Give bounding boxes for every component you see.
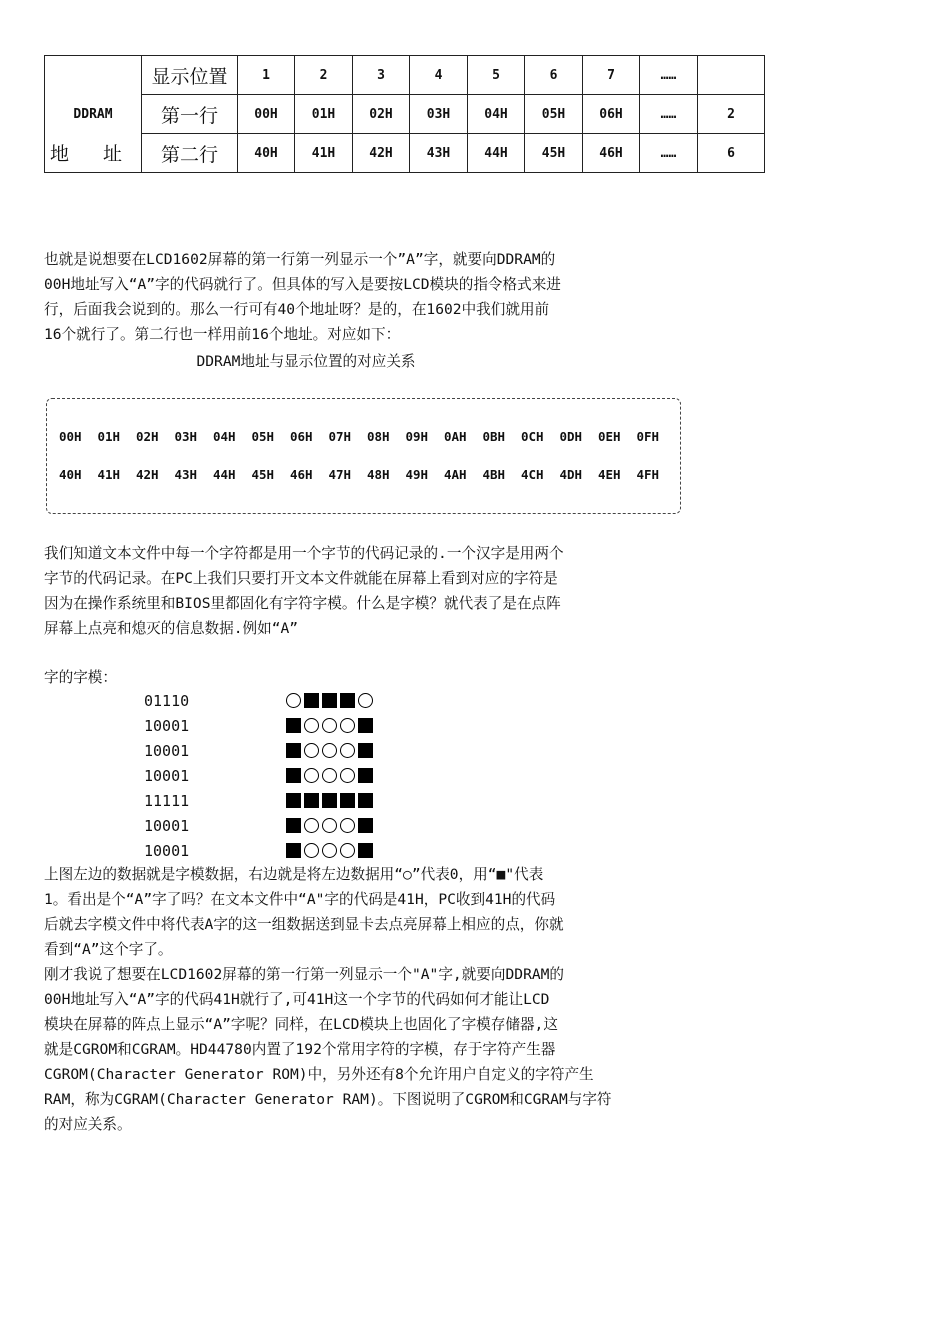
- hex-address: 4BH: [482, 467, 506, 482]
- table-cell: 显示位置: [142, 56, 238, 95]
- table-cell: 41H: [295, 134, 353, 173]
- table-cell: 46H: [583, 134, 640, 173]
- paragraph-font-explain: [44, 541, 712, 641]
- table-row: [45, 134, 765, 173]
- text-line: 看到“A”这个字了。: [44, 941, 173, 958]
- text-line: 1。看出是个“A”字了吗？在文本文件中“A"字的代码是41H，PC收到41H的代码: [44, 891, 556, 908]
- paragraph-intro: [44, 247, 712, 347]
- glyph-label: 字的字模：: [44, 669, 117, 686]
- hollow-circle-icon: [320, 742, 338, 760]
- table-row: [45, 95, 765, 134]
- hex-address: 4CH: [521, 467, 544, 482]
- table-caption: DDRAM地址与显示位置的对应关系: [196, 353, 416, 370]
- text-line: RAM，称为CGRAM(Character Generator RAM)。下图说明了CGROM和CGRAM与字符: [44, 1091, 612, 1108]
- table-cell: ……: [640, 134, 698, 173]
- hex-address: 0AH: [444, 429, 467, 444]
- glyph-bits: 10001: [144, 816, 190, 835]
- table-cell: 1: [238, 56, 295, 95]
- table-cell: [698, 56, 765, 95]
- table-cell: 02H: [353, 95, 410, 134]
- table-cell: 01H: [295, 95, 353, 134]
- address-table: [44, 55, 765, 173]
- hex-address: 44H: [213, 467, 236, 482]
- filled-square-icon: [302, 792, 320, 810]
- text-line: 也就是说想要在LCD1602屏幕的第一行第一列显示一个”A”字，就要向DDRAM的: [44, 251, 556, 268]
- hex-address: 46H: [290, 467, 313, 482]
- table-cell: 7: [583, 56, 640, 95]
- glyph-dots: [284, 692, 374, 710]
- filled-square-icon: [356, 792, 374, 810]
- table-cell: 05H: [525, 95, 583, 134]
- glyph-dots: [284, 792, 374, 810]
- filled-square-icon: [284, 792, 302, 810]
- table-cell: 04H: [468, 95, 525, 134]
- hex-address: 04H: [213, 429, 236, 444]
- hex-address: 47H: [328, 467, 352, 482]
- hex-address: 03H: [174, 429, 198, 444]
- table-cell: 00H: [238, 95, 295, 134]
- hex-address: 07H: [328, 429, 352, 444]
- glyph-row: [144, 813, 374, 838]
- table-cell: DDRAM: [45, 95, 142, 134]
- hex-address: 48H: [367, 467, 390, 482]
- table-cell: 45H: [525, 134, 583, 173]
- glyph-bits: 10001: [144, 841, 190, 860]
- filled-square-icon: [284, 742, 302, 760]
- hex-address: 4EH: [598, 467, 621, 482]
- table-cell: 第二行: [142, 134, 238, 173]
- glyph-dots: [284, 842, 374, 860]
- filled-square-icon: [338, 792, 356, 810]
- filled-square-icon: [356, 742, 374, 760]
- hex-row-second-line: [59, 467, 675, 482]
- hex-row-first-line: [59, 429, 675, 444]
- table-cell: ……: [640, 56, 698, 95]
- hollow-circle-icon: [320, 767, 338, 785]
- hex-address: 01H: [97, 429, 121, 444]
- hex-address: 05H: [251, 429, 275, 444]
- hex-address: 4DH: [559, 467, 583, 482]
- table-header-row: [45, 56, 765, 95]
- hollow-circle-icon: [338, 717, 356, 735]
- glyph-row: [144, 688, 374, 713]
- glyph-row: [144, 738, 374, 763]
- filled-square-icon: [284, 842, 302, 860]
- table-cell: [45, 56, 142, 95]
- table-cell: 06H: [583, 95, 640, 134]
- table-cell: 40H: [238, 134, 295, 173]
- hollow-circle-icon: [302, 717, 320, 735]
- hollow-circle-icon: [356, 692, 374, 710]
- hex-address: 0EH: [598, 429, 621, 444]
- glyph-dots: [284, 742, 374, 760]
- text-line: 后就去字模文件中将代表A字的这一组数据送到显卡去点亮屏幕上相应的点，你就: [44, 916, 564, 933]
- filled-square-icon: [284, 717, 302, 735]
- glyph-bits: 10001: [144, 716, 190, 735]
- ddram-address-table: [44, 55, 735, 173]
- table-cell: 4: [410, 56, 468, 95]
- table-cell: 3: [353, 56, 410, 95]
- text-line: 00H地址写入“A”字的代码就行了。但具体的写入是要按LCD模块的指令格式来进: [44, 276, 561, 293]
- hex-address: 0DH: [559, 429, 583, 444]
- table-cell: 5: [468, 56, 525, 95]
- text-line: 的对应关系。: [44, 1116, 132, 1133]
- hollow-circle-icon: [338, 842, 356, 860]
- table-cell: 43H: [410, 134, 468, 173]
- filled-square-icon: [356, 767, 374, 785]
- ddram-address-box: [46, 398, 681, 514]
- glyph-dots: [284, 767, 374, 785]
- hollow-circle-icon: [338, 817, 356, 835]
- text-line: 我们知道文本文件中每一个字符都是用一个字节的代码记录的.一个汉字是用两个: [44, 545, 564, 562]
- glyph-row: [144, 713, 374, 738]
- text-line: 上图左边的数据就是字模数据，右边就是将左边数据用“○”代表0，用“■"代表: [44, 866, 544, 883]
- glyph-row: [144, 838, 374, 863]
- table-cell: 6: [525, 56, 583, 95]
- filled-square-icon: [356, 842, 374, 860]
- filled-square-icon: [356, 817, 374, 835]
- text-line: 因为在操作系统里和BIOS里都固化有字符字模。什么是字模？就代表了是在点阵: [44, 595, 561, 612]
- hex-address: 43H: [174, 467, 198, 482]
- table-cell: 42H: [353, 134, 410, 173]
- hollow-circle-icon: [302, 742, 320, 760]
- hex-address: 02H: [136, 429, 159, 444]
- table-cell: 44H: [468, 134, 525, 173]
- hollow-circle-icon: [302, 817, 320, 835]
- hollow-circle-icon: [302, 767, 320, 785]
- glyph-bitmap-a: [144, 688, 374, 863]
- hollow-circle-icon: [302, 842, 320, 860]
- hollow-circle-icon: [320, 717, 338, 735]
- hollow-circle-icon: [320, 842, 338, 860]
- hex-address: 06H: [290, 429, 313, 444]
- filled-square-icon: [302, 692, 320, 710]
- table-cell: 2: [698, 95, 765, 134]
- hex-address: 0BH: [482, 429, 506, 444]
- hex-address: 0CH: [521, 429, 544, 444]
- text-line: 模块在屏幕的阵点上显示“A”字呢？同样，在LCD模块上也固化了字模存储器,这: [44, 1016, 558, 1033]
- glyph-bits: 10001: [144, 766, 190, 785]
- hex-address: 42H: [136, 467, 159, 482]
- hex-address: 45H: [251, 467, 275, 482]
- glyph-row: [144, 788, 374, 813]
- hex-address: 41H: [97, 467, 121, 482]
- table-cell: 第一行: [142, 95, 238, 134]
- table-cell: 2: [295, 56, 353, 95]
- hex-address: 00H: [59, 429, 82, 444]
- hex-address: 4FH: [636, 467, 660, 482]
- text-line: 字节的代码记录。在PC上我们只要打开文本文件就能在屏幕上看到对应的字符是: [44, 570, 558, 587]
- filled-square-icon: [356, 717, 374, 735]
- glyph-bits: 10001: [144, 741, 190, 760]
- table-cell: 6: [698, 134, 765, 173]
- text-line: 00H地址写入“A”字的代码41H就行了,可41H这一个字节的代码如何才能让LCD: [44, 991, 550, 1008]
- hex-address: 49H: [405, 467, 429, 482]
- hex-address: 4AH: [444, 467, 467, 482]
- text-line: 屏幕上点亮和熄灭的信息数据.例如“A”: [44, 620, 299, 637]
- text-line: 刚才我说了想要在LCD1602屏幕的第一行第一列显示一个"A"字,就要向DDRAM的: [44, 966, 565, 983]
- hex-address: 08H: [367, 429, 390, 444]
- hollow-circle-icon: [320, 817, 338, 835]
- paragraph-cgrom: [44, 862, 712, 1137]
- text-line: 就是CGROM和CGRAM。HD44780内置了192个常用字符的字模，存于字符产生器: [44, 1041, 556, 1058]
- table-cell: 地 址: [45, 134, 142, 173]
- glyph-dots: [284, 817, 374, 835]
- glyph-dots: [284, 717, 374, 735]
- glyph-row: [144, 763, 374, 788]
- text-line: 行，后面我会说到的。那么一行可有40个地址呀？是的，在1602中我们就用前: [44, 301, 550, 318]
- table-cell: 03H: [410, 95, 468, 134]
- hollow-circle-icon: [284, 692, 302, 710]
- hex-address: 09H: [405, 429, 429, 444]
- text-line: 16个就行了。第二行也一样用前16个地址。对应如下：: [44, 326, 401, 343]
- hollow-circle-icon: [338, 742, 356, 760]
- hex-address: 0FH: [636, 429, 660, 444]
- hex-address: 40H: [59, 467, 82, 482]
- filled-square-icon: [320, 792, 338, 810]
- hollow-circle-icon: [338, 767, 356, 785]
- filled-square-icon: [320, 692, 338, 710]
- filled-square-icon: [284, 817, 302, 835]
- glyph-bits: 11111: [144, 791, 190, 810]
- text-line: CGROM(Character Generator ROM)中，另外还有8个允许用户自定义的字符产生: [44, 1066, 594, 1083]
- filled-square-icon: [338, 692, 356, 710]
- glyph-bits: 01110: [144, 691, 190, 710]
- filled-square-icon: [284, 767, 302, 785]
- table-cell: ……: [640, 95, 698, 134]
